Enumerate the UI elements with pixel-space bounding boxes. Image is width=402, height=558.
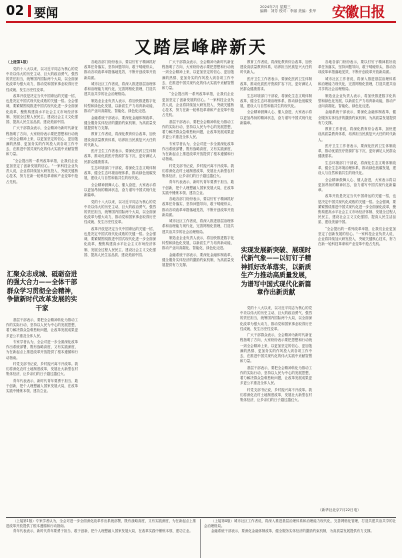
date-line: 2024年7月 星期三 [260,5,291,9]
article-column-4 [240,60,312,242]
paragraph: 党的十八大以来，以习近平同志为核心的党中央以伟大的历史主动、巨大的政治勇气、强烈的责任担当，统筹国内国际两个大局，以全面深化改革为强大动力，推动党和国家事业取得历史性成就、发生历史性变革。 [6,66,78,92]
paragraph: 全会精神鼓舞人心、催人奋进，大家表示将以更加昂扬的精神状态，奋力谱写中国式现代化新篇章。 [84,182,156,198]
paragraph: 村党支部书记说，乡村振兴离不开改革。我们将深化农村土地制度改革，发展壮大新型农村集体经济，让乡亲们的日子越过越红火。 [6,362,78,377]
paragraph: 制造业企业负责人表示，将加快推进数字化转型和绿色化发展，以新质生产力培育新动能，推动产业向高端化、智能化、绿色化迈进。 [318,93,396,108]
paragraph: 专家学者认为，全会对进一步全面深化改革作出系统部署，既有战略高度，又有实践深度，为在新起点上推进改革开放提供了根本遵循和行动指南。 [6,340,78,360]
paragraph: 教育工作者说，将深化教育综合改革，加快建设高质量教育体系，培养担当民族复兴大任的时代新人。 [240,60,312,75]
article-column-1 [6,60,78,266]
paragraph: 城市社区工作者说，将深入推进基层治理体系和治理能力现代化，完善网格化管理，打造共建共治共享的社会治理格局。 [318,76,396,92]
article-column-3 [162,60,234,514]
paragraph-text: 城市社区工作者说，将深入推进基层治理体系和治理能力现代化，完善网格化管理，打造共建共治共享的社会治理格局。 [204,519,396,529]
paragraph: 改革开放是决定当代中国命运的关键一招，也是决定中国式现代化成败的关键一招。全会强调，要紧紧围绕推进中国式现代化进一步全面深化改革，聚焦构建高水平社会主义市场经济体制、发展全过程人民民主、建设社会主义文化强国、提高人民生活品质、建设美丽中国。 [84,226,156,257]
newspaper-logo: 安徽日报 [332,5,384,21]
article-column-1-lower [6,318,78,514]
paragraph: 生态环境部门干部说，将深化生态文明体制改革，健全生态环境治理体系，推动绿色低碳发展，建设人与自然和谐共生的现代化。 [318,160,396,176]
column-rule [200,519,201,558]
paragraph: 青年代表表示，新时代青年要勇于担当、敢于创新，把个人理想融入国家发展大局，在改革实践中锤炼本领、建功立业。 [162,180,234,195]
paragraph: 医疗卫生工作者表示，要深化医药卫生体制改革，推动优质医疗资源扩容下沉，更好满足人民群众健康需求。 [318,143,396,159]
paragraph: 各地各部门纷纷表示，要以钉钉子精神抓好改革任务落实，坚持问题导向，敢于啃硬骨头，推动各项改革举措落地见效，不断开创改革开放新局面。 [84,60,156,80]
paragraph: 金融系统干部表示，要深化金融体制改革，健全服务实体经济的激励约束机制，为高质量发展提供有力支撑。 [318,110,396,125]
paragraph: 金融系统干部表示，要深化金融体制改革，健全服务实体经济的激励约束机制，为高质量发展提供有力支撑。 [211,529,374,534]
paragraph: “全会提出的一系列改革举措，让我们企业更加坚定了创新发展的信心。”一家科技企业负责人说，企业将持续加大研发投入，突破关键核心技术，努力在新一轮科技革命和产业变革中抢占先机。 [318,226,396,247]
lower-byline: （上接第1版） [13,519,36,523]
paragraph: 医疗卫生工作者表示，要深化医药卫生体制改革，推动优质医疗资源扩容下沉，更好满足人民群众健康需求。 [240,76,312,92]
paragraph: 金融系统干部表示，要深化金融体制改革，健全服务实体经济的激励约束机制，为高质量发展提供有力支撑。 [162,252,234,268]
paragraph-text: 专家学者认为，全会对进一步全面深化改革作出系统部署，既有战略高度，又有实践深度，为在新起点上推进改革开放提供了根本遵循和行动指南。 [6,519,196,529]
article-headline: 又踏层峰辟新天 [134,38,268,58]
article-byline: （上接第1版） [6,60,31,64]
editor-line: 编辑：刘芳 校对：李丽 美编：张华 [260,9,317,14]
masthead-rule [6,21,396,23]
lower-right-byline: （上接第4版） [211,519,234,523]
paragraph: 专家学者认为，全会对进一步全面深化改革作出系统部署，既有战略高度，又有实践深度，为在新起点上推进改革开放提供了根本遵循和行动指南。 [162,141,234,162]
paragraph: 城市社区工作者说，将深入推进基层治理体系和治理能力现代化，完善网格化管理，打造共建共治共享的社会治理格局。 [84,82,156,97]
paragraph: 制造业企业负责人表示，将加快推进数字化转型和绿色化发展，以新质生产力培育新动能，推动产业向高端化、智能化、绿色化迈进。 [162,236,234,251]
paragraph: 改革开放是决定当代中国命运的关键一招，也是决定中国式现代化成败的关键一招。全会强调，要紧紧围绕推进中国式现代化进一步全面深化改革，聚焦构建高水平社会主义市场经济体制、发展全过程人民民主、建设社会主义文化强国、提高人民生活品质、建设美丽中国。 [6,93,78,124]
paragraph: 青年代表表示，新时代青年要勇于担当、敢于创新，把个人理想融入国家发展大局，在改革实践中锤炼本领、建功立业。 [13,529,193,534]
masthead [6,4,396,20]
paragraph: 生态环境部门干部说，将深化生态文明体制改革，健全生态环境治理体系，推动绿色低碳发展，建设人与自然和谐共生的现代化。 [84,165,156,181]
paragraph: 村党支部书记说，乡村振兴离不开改革。我们将深化农村土地制度改革，发展壮大新型农村集体经济，让乡亲们的日子越过越红火。 [162,163,234,179]
page-number: 02 [6,4,25,19]
paragraph [6,519,196,529]
article-column-5 [318,60,396,504]
article-column-2 [84,60,156,514]
paragraph: 青年代表表示，新时代青年要勇于担当、敢于创新，把个人理想融入国家发展大局，在改革实践中锤炼本领、建功立业。 [6,378,78,394]
section-accent-bar [28,5,31,17]
paragraph: 基层干部表示，要把全会精神转化为推动工作的实际行动，坚持以人民为中心的发展思想，着力解决群众急难愁盼问题，让改革发展成果更多更公平惠及全体人民。 [162,119,234,140]
paragraph: 党的十八大以来，以习近平同志为核心的党中央以伟大的历史主动、巨大的政治勇气、强烈的责任担当，统筹国内国际两个大局，以全面深化改革为强大动力，推动党和国家事业取得历史性成就、发生历史性变革。 [240,306,312,331]
paragraph: 医疗卫生工作者表示，要深化医药卫生体制改革，推动优质医疗资源扩容下沉，更好满足人民群众健康需求。 [84,149,156,164]
paragraph: 全会精神鼓舞人心、催人奋进，大家表示将以更加昂扬的精神状态，奋力谱写中国式现代化新篇章。 [240,110,312,125]
paragraph: 基层干部表示，要把全会精神转化为推动工作的实际行动，坚持以人民为中心的发展思想，着力解决群众急难愁盼问题，让改革发展成果更多更公平惠及全体人民。 [6,318,78,338]
article-column-4-lower [240,306,312,514]
paragraph: 各地各部门纷纷表示，要以钉钉子精神抓好改革任务落实，坚持问题导向，敢于啃硬骨头，推动各项改革举措落地见效，不断开创改革开放新局面。 [162,197,234,217]
paragraph: 党的十八大以来，以习近平同志为核心的党中央以伟大的历史主动、巨大的政治勇气、强烈的责任担当，统筹国内国际两个大局，以全面深化改革为强大动力，推动党和国家事业取得历史性成就、发生历史性变革。 [84,199,156,225]
paragraph: 教育工作者说，将深化教育综合改革，加快建设高质量教育体系，培养担当民族复兴大任的时代新人。 [318,127,396,142]
paragraph: 广大干部群众表示，全会精神为新时代新征程指明了方向，大家纷纷表示要把思想和行动统一到全会精神上来，以更加坚定的信心、更加饱满的热情、更加务实的作风投入到各项工作中去，在推进中国式现代化的伟大实践中贡献智慧和力量。 [240,333,312,364]
subheading-1: 汇聚众志成城、砥砺奋进的强大合力——全体干部群众学习贯彻全会精神，争做新时代改革发展的实干家 [6,270,78,312]
section-divider [6,517,396,518]
paragraph: 教育工作者说，将深化教育综合改革，加快建设高质量教育体系，培养担当民族复兴大任的时代新人。 [84,132,156,147]
paragraph: 城市社区工作者说，将深入推进基层治理体系和治理能力现代化，完善网格化管理，打造共建共治共享的社会治理格局。 [162,219,234,234]
paragraph: 金融系统干部表示，要深化金融体制改革，健全服务实体经济的激励约束机制，为高质量发展提供有力支撑。 [84,115,156,130]
paragraph: 制造业企业负责人表示，将加快推进数字化转型和绿色化发展，以新质生产力培育新动能，推动产业向高端化、智能化、绿色化迈进。 [84,98,156,114]
paragraph: 改革开放是决定当代中国命运的关键一招，也是决定中国式现代化成败的关键一招。全会强调，要紧紧围绕推进中国式现代化进一步全面深化改革，聚焦构建高水平社会主义市场经济体制、发展全过程人民民主、建设社会主义文化强国、提高人民生活品质、建设美丽中国。 [318,194,396,225]
issue-meta [260,5,330,14]
paragraph: 各地各部门纷纷表示，要以钉钉子精神抓好改革任务落实，坚持问题导向，敢于啃硬骨头，推动各项改革举措落地见效，不断开创改革开放新局面。 [318,60,396,75]
lower-article-left [6,519,196,558]
paragraph: “全会提出的一系列改革举措，让我们企业更加坚定了创新发展的信心。”一家科技企业负责人说，企业将持续加大研发投入，突破关键核心技术，努力在新一轮科技革命和产业变革中抢占先机。 [162,92,234,118]
paragraph: 广大干部群众表示，全会精神为新时代新征程指明了方向，大家纷纷表示要把思想和行动统一到全会精神上来，以更加坚定的信心、更加饱满的热情、更加务实的作风投入到各项工作中去，在推进中国式现代化的伟大实践中贡献智慧和力量。 [162,60,234,91]
paragraph: 村党支部书记说，乡村振兴离不开改革。我们将深化农村土地制度改革，发展壮大新型农村集体经济，让乡亲们的日子越过越红火。 [240,387,312,403]
article-endnote: （新华社北京7月22日电） [318,508,361,512]
paragraph: 生态环境部门干部说，将深化生态文明体制改革，健全生态环境治理体系，推动绿色低碳发展，建设人与自然和谐共生的现代化。 [240,93,312,108]
paragraph: 广大干部群众表示，全会精神为新时代新征程指明了方向，大家纷纷表示要把思想和行动统一到全会精神上来，以更加坚定的信心、更加饱满的热情、更加务实的作风投入到各项工作中去，在推进中国式现代化的伟大实践中贡献智慧和力量。 [6,126,78,157]
paragraph: 全会精神鼓舞人心、催人奋进，大家表示将以更加昂扬的精神状态，奋力谱写中国式现代化新篇章。 [318,177,396,192]
paragraph [204,519,396,529]
paragraph: 基层干部表示，要把全会精神转化为推动工作的实际行动，坚持以人民为中心的发展思想，着力解决群众急难愁盼问题，让改革发展成果更多更公平惠及全体人民。 [240,365,312,386]
subheading-2: 实现发展新突破、展现时代新气象——以钉钉子精神抓好改革落实，以新质生产力推动高质量发展，为谱写中国式现代化新篇章作出新贡献 [240,246,312,297]
paragraph: “全会提出的一系列改革举措，让我们企业更加坚定了创新发展的信心。”一家科技企业负责人说，企业将持续加大研发投入，突破关键核心技术，努力在新一轮科技革命和产业变革中抢占先机。 [6,158,78,184]
section-name: 要闻 [34,6,59,20]
lower-article-right [204,519,396,558]
